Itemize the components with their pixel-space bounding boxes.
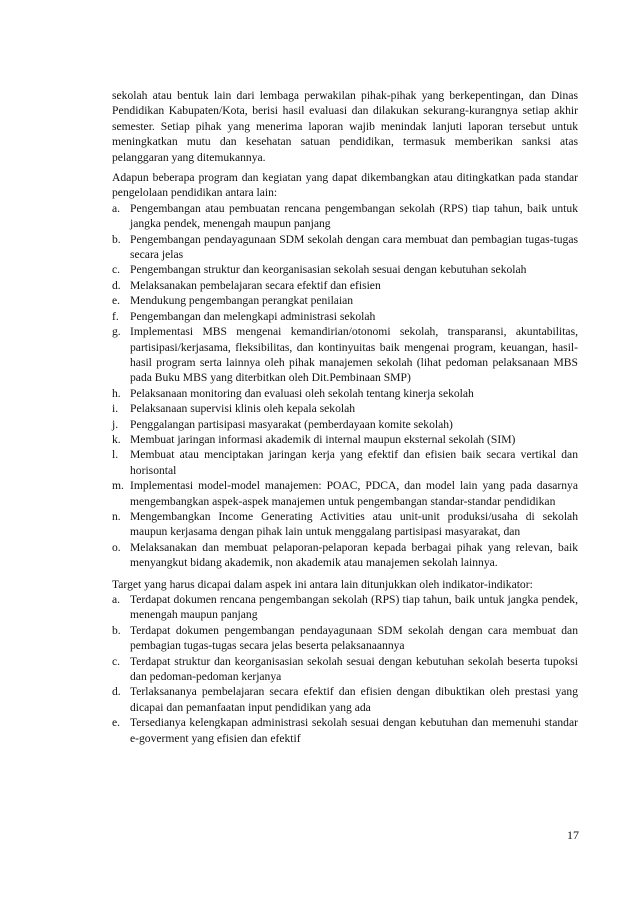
list-marker: c. xyxy=(112,263,121,277)
list-marker: d. xyxy=(112,685,121,699)
list-marker: i. xyxy=(112,402,119,416)
list-item-text: Terdapat dokumen pengembangan pendayagunaan SDM sekolah dengan cara membuat dan pembagian tugas-tugas secara jelas beserta pelaksanaannya xyxy=(130,623,578,653)
list-marker: k. xyxy=(112,432,121,446)
page-content xyxy=(112,88,578,752)
list-item-text: Melaksanakan pembelajaran secara efektif dan efisien xyxy=(130,278,381,292)
list-marker: g. xyxy=(112,325,121,339)
list-item-text: Pengembangan dan melengkapi administrasi sekolah xyxy=(130,309,376,323)
list-item-text: Pengembangan pendayagunaan SDM sekolah dengan cara membuat dan pembagian tugas-tugas secara jelas xyxy=(130,232,578,262)
list-item-text: Implementasi MBS mengenai kemandirian/otonomi sekolah, transparansi, akuntabilitas, partisipasi/kerjasama, fleksibilitas, dan kontinyuitas baik mengenai program, keuangan, hasil-hasil program serta lainnya oleh pihak manajemen sekolah (lihat pedoman pelaksanaan MBS pada Buku MBS yang diterbitkan oleh Dit.Pembinaan SMP) xyxy=(130,325,578,385)
program-list-item xyxy=(112,478,578,509)
program-list-item xyxy=(112,278,578,293)
list-marker: o. xyxy=(112,540,121,554)
target-list-item xyxy=(112,684,578,715)
page-number: 17 xyxy=(567,828,579,842)
program-list-item xyxy=(112,447,578,478)
list-item-text: Implementasi model-model manajemen: POAC, PDCA, dan model lain yang pada dasarnya mengembangkan aspek-aspek manajemen untuk pengembangan standar-standar pendidikan xyxy=(130,479,578,508)
program-list-item xyxy=(112,232,578,263)
list-marker: e. xyxy=(112,294,121,308)
list-item-text: Pengembangan struktur dan keorganisasian sekolah sesuai dengan kebutuhan sekolah xyxy=(130,263,527,277)
target-intro-paragraph: Target yang harus dicapai dalam aspek ini antara lain ditunjukkan oleh indikator-indikator: xyxy=(112,577,533,591)
list-marker: e. xyxy=(112,716,121,730)
target-list-item xyxy=(112,623,578,654)
list-item-text: Membuat jaringan informasi akademik di internal maupun eksternal sekolah (SIM) xyxy=(130,432,516,446)
program-list-item xyxy=(112,401,578,416)
list-item-text: Terdapat dokumen rencana pengembangan sekolah (RPS) tiap tahun, baik untuk jangka pendek, menengah maupun panjang xyxy=(130,593,578,622)
program-list xyxy=(112,201,578,571)
program-list-item xyxy=(112,309,578,324)
program-list-item xyxy=(112,540,578,571)
program-list-item xyxy=(112,262,578,277)
list-marker: c. xyxy=(112,654,121,668)
list-item-text: Pengembangan atau pembuatan rencana pengembangan sekolah (RPS) tiap tahun, baik untuk jangka pendek, menengah maupun panjang xyxy=(130,201,578,231)
list-item-text: Melaksanakan dan membuat pelaporan-pelaporan kepada berbagai pihak yang relevan, baik menyangkut bidang akademik, non akademik atau manajemen sekolah lainnya. xyxy=(130,540,578,570)
intro-paragraph: sekolah atau bentuk lain dari lembaga perwakilan pihak-pihak yang berkepentingan, dan Dinas Pendidikan Kabupaten/Kota, berisi hasil evaluasi dan dilakukan sekurang-kurangnya setiap akhir semester. Setiap pihak yang menerima laporan wajib menindak lanjuti laporan tersebut untuk meningkatkan mutu dan kesehatan satuan pendidikan, termasuk memberikan sanksi atas pelanggaran yang ditemukannya. xyxy=(112,89,578,164)
program-list-item xyxy=(112,201,578,232)
list-item-text: Penggalangan partisipasi masyarakat (pemberdayaan komite sekolah) xyxy=(130,417,453,431)
program-list-item xyxy=(112,509,578,540)
list-item-text: Pelaksanaan supervisi klinis oleh kepala sekolah xyxy=(130,402,356,416)
list-marker: a. xyxy=(112,593,121,606)
program-list-item xyxy=(112,386,578,401)
list-item-text: Mengembangkan Income Generating Activities atau unit-unit produksi/usaha di sekolah maupun kerjasama dengan pihak lain untuk menggalang partisipasi masyarakat, dan xyxy=(130,509,578,539)
list-marker: d. xyxy=(112,278,121,292)
target-list xyxy=(112,592,578,746)
list-marker: l. xyxy=(112,448,119,462)
list-item-text: Pelaksanaan monitoring dan evaluasi oleh sekolah tentang kinerja sekolah xyxy=(130,386,474,400)
list-item-text: Tersedianya kelengkapan administrasi sekolah sesuai dengan kebutuhan dan memenuhi standar e-goverment yang efisien dan efektif xyxy=(130,716,578,745)
list-item-text: Mendukung pengembangan perangkat penilaian xyxy=(130,294,354,308)
target-list-item xyxy=(112,592,578,623)
list-marker: m. xyxy=(112,479,124,493)
list-marker: f. xyxy=(112,309,119,323)
program-list-item xyxy=(112,417,578,432)
program-intro-paragraph: Adapun beberapa program dan kegiatan yang dapat dikembangkan atau ditingkatkan pada standar pengelolaan pendidikan antara lain: xyxy=(112,171,578,200)
list-item-text: Terlaksananya pembelajaran secara efektif dan efisien dengan dibuktikan oleh prestasi yang dicapai dan pemanfaatan input pendidikan yang ada xyxy=(130,685,578,714)
list-item-text: Terdapat struktur dan keorganisasian sekolah sesuai dengan kebutuhan sekolah beserta tupoksi dan pedoman-pedoman kerjanya xyxy=(130,654,578,684)
program-list-item xyxy=(112,293,578,308)
program-list-item xyxy=(112,432,578,447)
list-marker: h. xyxy=(112,386,121,400)
target-list-item xyxy=(112,715,578,746)
list-marker: a. xyxy=(112,201,121,215)
list-marker: j. xyxy=(112,417,119,431)
list-marker: b. xyxy=(112,623,121,637)
list-marker: b. xyxy=(112,232,121,246)
list-marker: n. xyxy=(112,509,121,523)
target-list-item xyxy=(112,654,578,685)
list-item-text: Membuat atau menciptakan jaringan kerja yang efektif dan efisien baik secara vertikal dan horisontal xyxy=(130,448,578,477)
program-list-item xyxy=(112,324,578,386)
